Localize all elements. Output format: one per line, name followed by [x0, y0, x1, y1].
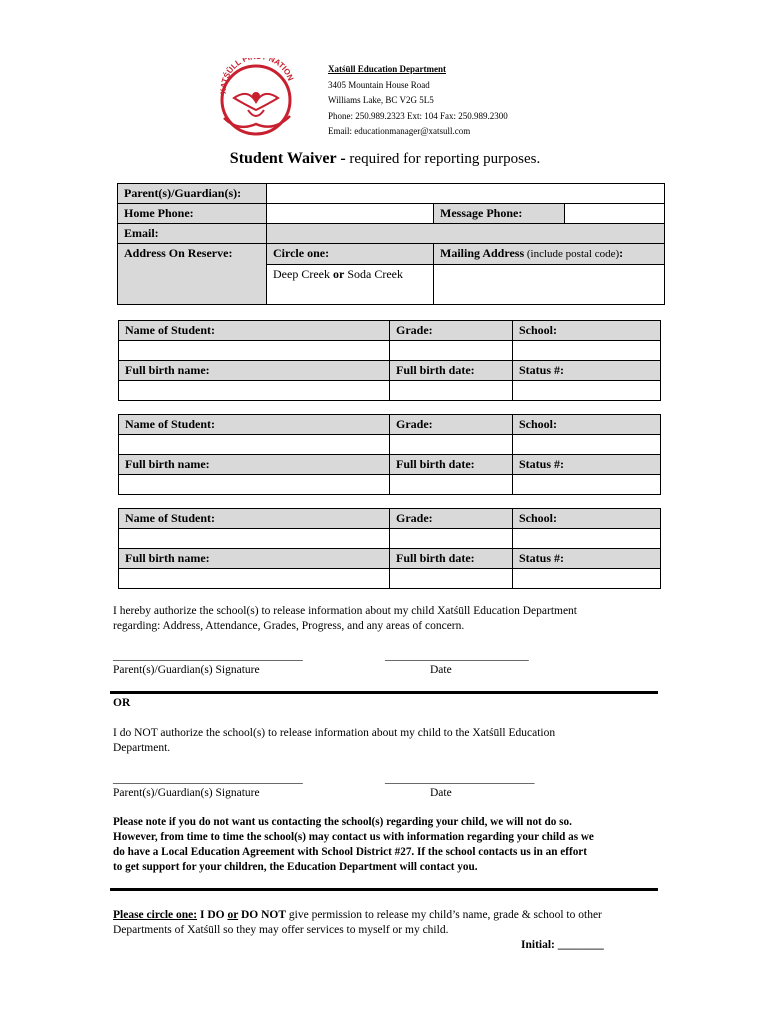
final-consent [113, 908, 602, 938]
birth-date-label: Full birth date: [390, 455, 513, 475]
student-name-field[interactable] [119, 341, 390, 361]
birth-name-label: Full birth name: [119, 549, 390, 569]
note-line-2: However, from time to time the school(s) may contact us with information regarding your child as we [113, 831, 594, 843]
authorize-line-1: I hereby authorize the school(s) to release information about my child Xatśūll Education Department [113, 605, 578, 617]
email-label: Email: [118, 224, 267, 244]
birth-name-field[interactable] [119, 569, 390, 589]
status-label: Status #: [513, 455, 661, 475]
circle-one-label: Circle one: [267, 244, 434, 265]
status-field[interactable] [513, 569, 661, 589]
grade-label: Grade: [390, 321, 513, 341]
school-field[interactable] [513, 341, 661, 361]
not-authorize-text [113, 726, 555, 756]
divider-2 [110, 888, 658, 891]
birth-name-field[interactable] [119, 475, 390, 495]
not-authorize-line-2: Department. [113, 742, 171, 754]
parent-info-table [117, 183, 665, 305]
authorize-line-2: regarding: Address, Attendance, Grades, Progress, and any areas of concern. [113, 620, 465, 632]
circle-one-prompt: Please circle one: [113, 909, 198, 921]
title-bold: Student Waiver - [229, 150, 346, 167]
email-line: Email: educationmanager@xatsull.com [328, 126, 471, 136]
final-consent-line-2: Departments of Xatśūll so they may offer services to myself or my child. [113, 924, 449, 936]
note-line-4: to get support for your children, the Education Department will contact you. [113, 861, 478, 873]
reserve-choice[interactable] [267, 265, 434, 305]
mailing-note: (include postal code) [524, 248, 620, 260]
address-line-1: 3405 Mountain House Road [328, 79, 430, 90]
birth-date-field[interactable] [390, 569, 513, 589]
or-label: OR [113, 697, 131, 709]
mailing-address-label [434, 244, 665, 265]
option-deep-creek[interactable]: Deep Creek [273, 267, 333, 281]
contact-note [113, 815, 594, 875]
grade-label: Grade: [390, 415, 513, 435]
authorize-signature-label: Parent(s)/Guardian(s) Signature [113, 664, 260, 676]
do-not-option[interactable]: DO NOT [238, 909, 287, 921]
message-phone-field[interactable] [565, 204, 665, 224]
birth-name-label: Full birth name: [119, 361, 390, 381]
divider-1 [110, 691, 658, 694]
xatsull-first-nation-logo [208, 58, 304, 136]
birth-date-label: Full birth date: [390, 361, 513, 381]
reserve-label: Address On Reserve: [118, 244, 267, 305]
authorize-date-blank[interactable]: _________________________ [385, 650, 529, 662]
not-authorize-date-label: Date [430, 787, 452, 799]
mailing-address-field[interactable] [434, 265, 665, 305]
home-phone-label: Home Phone: [118, 204, 267, 224]
option-soda-creek[interactable]: Soda Creek [344, 267, 403, 281]
guardians-label: Parent(s)/Guardian(s): [118, 184, 267, 204]
student-name-field[interactable] [119, 435, 390, 455]
student-name-label: Name of Student: [119, 509, 390, 529]
status-label: Status #: [513, 549, 661, 569]
student-name-label: Name of Student: [119, 415, 390, 435]
note-line-3: do have a Local Education Agreement with School District #27. If the school contacts us in an effort [113, 846, 587, 858]
final-consent-line-1 [113, 908, 602, 923]
message-phone-label: Message Phone: [434, 204, 565, 224]
birth-name-field[interactable] [119, 381, 390, 401]
birth-date-field[interactable] [390, 475, 513, 495]
authorize-date-label: Date [430, 664, 452, 676]
initial-field[interactable]: Initial: ________ [521, 939, 604, 951]
final-or: or [227, 909, 239, 921]
not-authorize-line-1: I do NOT authorize the school(s) to release information about my child to the Xatśūll Education [113, 727, 556, 739]
note-line-1: Please note if you do not want us contacting the school(s) regarding your child, we will not do so. [113, 816, 572, 828]
school-field[interactable] [513, 529, 661, 549]
mailing-colon: : [619, 246, 624, 260]
student-table-1 [118, 320, 661, 401]
school-label: School: [513, 509, 661, 529]
guardians-field[interactable] [267, 184, 665, 204]
page-title [0, 150, 770, 168]
authorize-text [113, 604, 577, 634]
not-authorize-signature-label: Parent(s)/Guardian(s) Signature [113, 787, 260, 799]
status-field[interactable] [513, 475, 661, 495]
department-header [328, 62, 508, 140]
grade-field[interactable] [390, 529, 513, 549]
i-do-option[interactable]: I DO [197, 909, 228, 921]
email-field[interactable] [267, 224, 665, 244]
grade-field[interactable] [390, 341, 513, 361]
student-table-3 [118, 508, 661, 589]
birth-date-label: Full birth date: [390, 549, 513, 569]
authorize-signature-blank[interactable]: _________________________________ [113, 650, 303, 662]
school-label: School: [513, 321, 661, 341]
school-field[interactable] [513, 435, 661, 455]
grade-label: Grade: [390, 509, 513, 529]
student-name-field[interactable] [119, 529, 390, 549]
mailing-label: Mailing Address [440, 246, 525, 260]
department-name: Xatśūll Education Department [328, 64, 447, 74]
address-line-2: Williams Lake, BC V2G 5L5 [328, 95, 434, 105]
school-label: School: [513, 415, 661, 435]
student-table-2 [118, 414, 661, 495]
grade-field[interactable] [390, 435, 513, 455]
birth-name-label: Full birth name: [119, 455, 390, 475]
phone-line: Phone: 250.989.2323 Ext: 104 Fax: 250.989.2300 [328, 110, 508, 121]
status-label: Status #: [513, 361, 661, 381]
not-authorize-date-blank[interactable]: __________________________ [385, 773, 535, 785]
not-authorize-signature-blank[interactable]: _________________________________ [113, 773, 303, 785]
home-phone-field[interactable] [267, 204, 434, 224]
student-name-label: Name of Student: [119, 321, 390, 341]
title-rest: required for reporting purposes. [345, 151, 541, 167]
option-or: or [332, 267, 345, 281]
svg-text:XATŚŪLL FIRST NATION: XATŚŪLL F NATION [218, 58, 296, 95]
status-field[interactable] [513, 381, 661, 401]
birth-date-field[interactable] [390, 381, 513, 401]
final-rest: give permission to release my child’s name, grade & school to other [286, 909, 602, 921]
